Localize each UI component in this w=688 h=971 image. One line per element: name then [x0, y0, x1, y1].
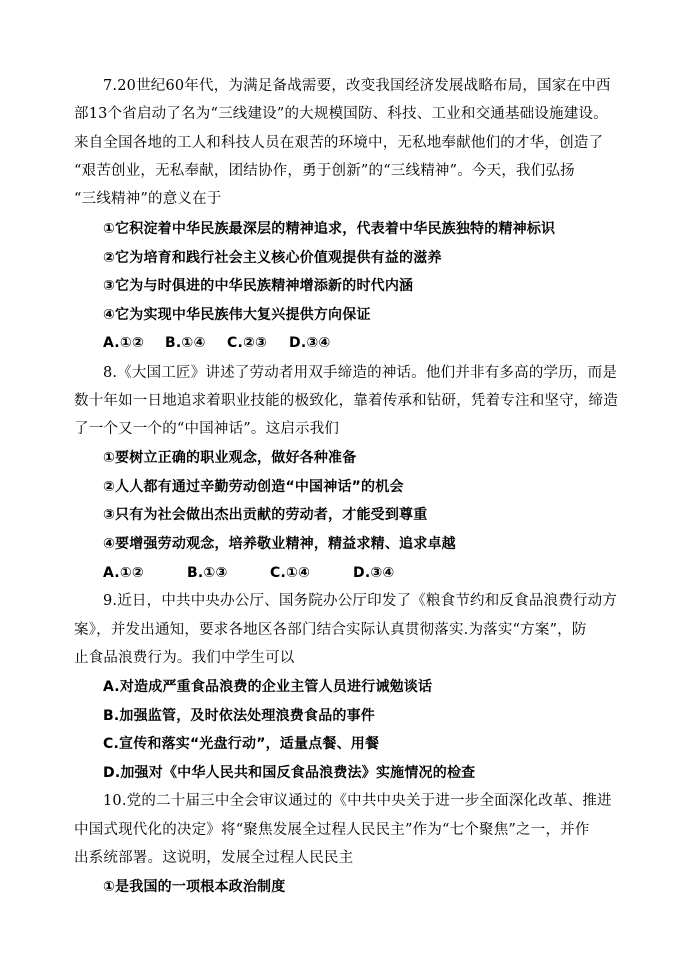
q8-choice-c[interactable]: C.①④: [270, 565, 311, 581]
q10-statement-1: ①是我国的一项根本政治制度: [103, 879, 286, 895]
q7-statement-3: ③它为与时俱进的中华民族精神增添新的时代内涵: [103, 278, 414, 294]
q8-statement-4: ④要增强劳动观念，培养敬业精神，精益求精、追求卓越: [103, 536, 456, 552]
q9-stem-line-3: 止食品浪费行为。我们中学生可以: [74, 650, 295, 666]
q7-choice-d[interactable]: D.③④: [289, 335, 331, 351]
q10-stem-line-2: 中国式现代化的决定》将“聚焦发展全过程人民民主”作为“七个聚焦”之一，并作: [74, 822, 590, 838]
q8-statement-2: ②人人都有通过辛勤劳动创造“中国神话”的机会: [103, 479, 404, 495]
q7-choice-a[interactable]: A.①②: [103, 335, 144, 351]
q8-stem-line-1: 8.《大国工匠》讲述了劳动者用双手缔造的神话。他们并非有多高的学历，而是: [103, 365, 618, 381]
q7-stem-line-5: “三线精神”的意义在于: [74, 191, 222, 207]
q9-option-a[interactable]: A.对造成严重食品浪费的企业主管人员进行诫勉谈话: [103, 679, 433, 695]
q8-choice-b[interactable]: B.①③: [187, 565, 228, 581]
q8-choice-a[interactable]: A.①②: [103, 565, 144, 581]
q7-choice-c[interactable]: C.②③: [227, 335, 268, 351]
q8-stem-line-2: 数十年如一日地追求着职业技能的极致化，靠着传承和钻研，凭着专注和坚守，缔造: [74, 393, 618, 409]
q10-stem-line-1: 10.党的二十届三中全会审议通过的《中共中央关于进一步全面深化改革、推进: [103, 793, 612, 809]
q10-stem-line-3: 出系统部署。这说明，发展全过程人民民主: [74, 850, 354, 866]
q9-option-c[interactable]: C.宣传和落实“光盘行动”，适量点餐、用餐: [103, 736, 380, 752]
q7-stem-line-3: 来自全国各地的工人和科技人员在艰苦的环境中，无私地奉献他们的才华，创造了: [74, 135, 604, 151]
q8-choices: [103, 563, 394, 583]
q9-stem-line-1: 9.近日，中共中央办公厅、国务院办公厅印发了《粮食节约和反食品浪费行动方: [103, 593, 618, 609]
q8-stem-line-3: 了一个又一个的“中国神话”。这启示我们: [74, 421, 340, 437]
q7-statement-2: ②它为培育和践行社会主义核心价值观提供有益的滋养: [103, 250, 442, 266]
q7-stem-line-2: 部13个省启动了名为“三线建设”的大规模国防、科技、工业和交通基础设施建设。: [74, 106, 608, 122]
q7-choices: [103, 333, 330, 353]
q9-option-d[interactable]: D.加强对《中华人民共和国反食品浪费法》实施情况的检查: [103, 765, 476, 781]
q8-statement-1: ①要树立正确的职业观念，做好各种准备: [103, 450, 357, 466]
q9-stem-line-2: 案》，并发出通知，要求各地区各部门结合实际认真贯彻落实.为落实“方案”，防: [74, 622, 587, 638]
q7-stem-line-1: 7.20世纪60年代，为满足备战需要，改变我国经济发展战略布局，国家在中西: [103, 78, 611, 94]
q7-statement-1: ①它积淀着中华民族最深层的精神追求，代表着中华民族独特的精神标识: [103, 221, 556, 237]
q7-stem-line-4: “艰苦创业，无私奉献，团结协作，勇于创新”的“三线精神”。今天，我们弘扬: [74, 163, 575, 179]
q7-choice-b[interactable]: B.①④: [165, 335, 206, 351]
q8-statement-3: ③只有为社会做出杰出贡献的劳动者，才能受到尊重: [103, 507, 428, 523]
q9-option-b[interactable]: B.加强监管，及时依法处理浪费食品的事件: [103, 708, 375, 724]
q8-choice-d[interactable]: D.③④: [353, 565, 395, 581]
q7-statement-4: ④它为实现中华民族伟大复兴提供方向保证: [103, 307, 371, 323]
